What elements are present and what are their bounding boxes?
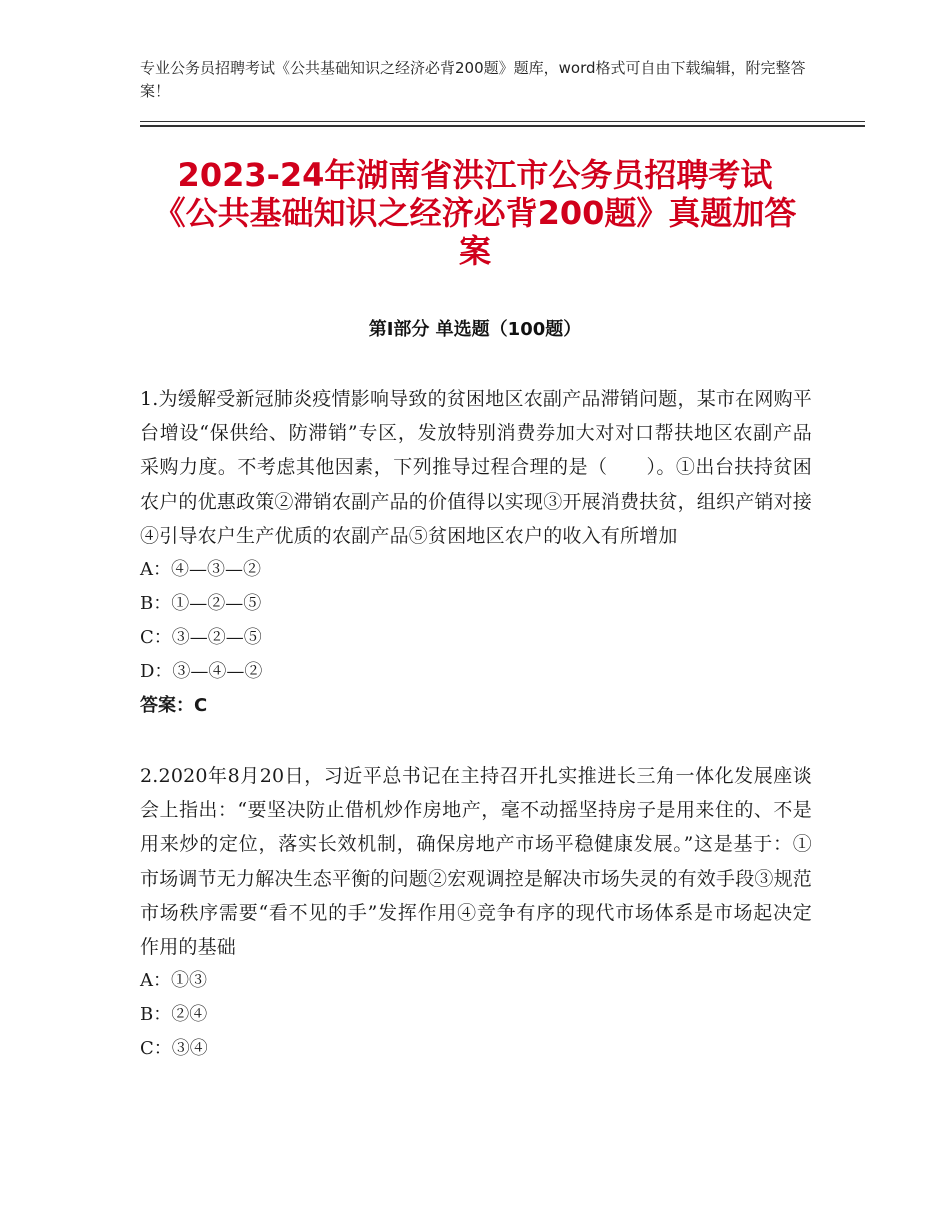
header-note: 专业公务员招聘考试《公共基础知识之经济必背200题》题库，word格式可自由下载编辑，附完整答案！ bbox=[140, 59, 806, 100]
question-stem: 1.为缓解受新冠肺炎疫情影响导致的贫困地区农副产品滞销问题，某市在网购平台增设“保供给、防滞销”专区，发放特别消费券加大对对口帮扶地区农副产品采购力度。不考虑其他因素，下列推导过程合理的是（ ）。①出台扶持贫困农户的优惠政策②滞销农副产品的价值得以实现③开展消费扶贫，组织产销对接④引导农户生产优质的农副产品⑤贫困地区农户的收入有所增加 bbox=[140, 388, 813, 547]
option-a: A：①③ bbox=[140, 970, 207, 992]
option-d: D：③—④—② bbox=[140, 661, 263, 683]
option-b: B：②④ bbox=[140, 1004, 208, 1026]
question-list bbox=[140, 382, 812, 1102]
header-divider-thick bbox=[140, 125, 865, 127]
question-2 bbox=[140, 759, 812, 1066]
answer-text: 答案：C bbox=[140, 695, 208, 717]
header-divider-thin bbox=[140, 121, 865, 122]
question-1 bbox=[140, 382, 812, 723]
section-heading: 第Ⅰ部分 单选题（100题） bbox=[368, 319, 582, 340]
question-stem: 2.2020年8月20日，习近平总书记在主持召开扎实推进长三角一体化发展座谈会上指出：“要坚决防止借机炒作房地产，毫不动摇坚持房子是用来住的、不是用来炒的定位，落实长效机制，确保房地产市场平稳健康发展。”这是基于：①市场调节无力解决生态平衡的问题②宏观调控是解决市场失灵的有效手段③规范市场秩序需要“看不见的手”发挥作用④竞争有序的现代市场体系是市场起决定作用的基础 bbox=[140, 765, 813, 959]
option-a: A：④—③—② bbox=[140, 559, 261, 581]
option-c: C：③—②—⑤ bbox=[140, 627, 262, 649]
document-title: 2023-24年湖南省洪江市公务员招聘考试《公共基础知识之经济必背200题》真题加答案 bbox=[153, 156, 797, 270]
option-b: B：①—②—⑤ bbox=[140, 593, 262, 615]
option-c: C：③④ bbox=[140, 1038, 208, 1060]
